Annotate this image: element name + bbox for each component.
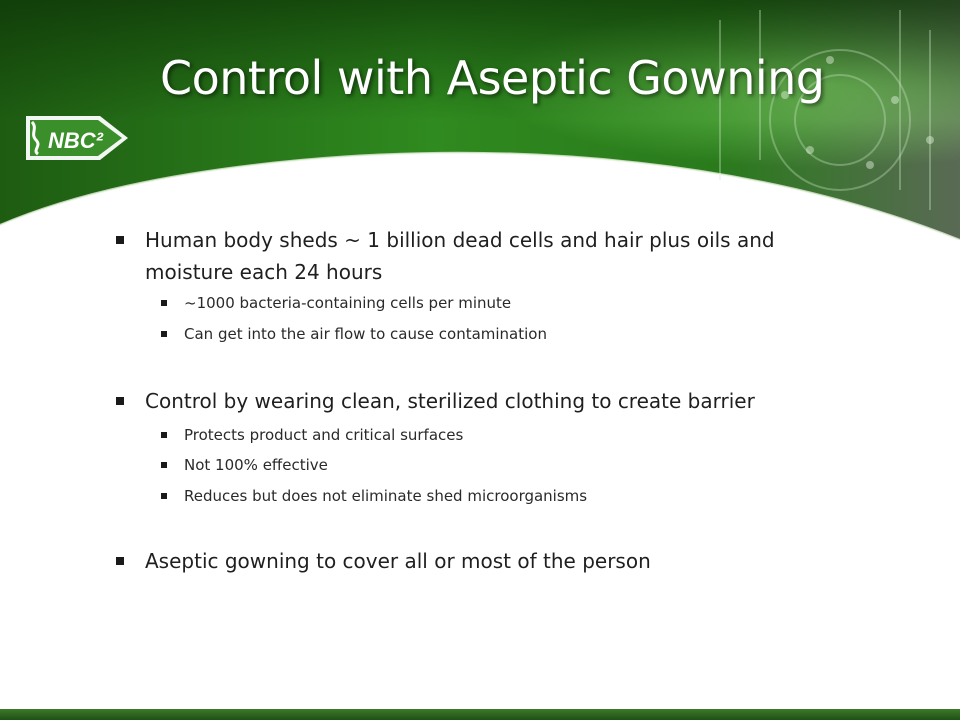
sub-bullet-marker xyxy=(161,462,167,468)
sub-bullet-2-3 xyxy=(161,485,587,507)
sub-bullet-text: Reduces but does not eliminate shed microorganisms xyxy=(184,487,588,505)
sub-bullet-1-2 xyxy=(161,323,547,345)
sub-bullet-1-1 xyxy=(161,292,511,314)
sub-bullet-text: Protects product and critical surfaces xyxy=(184,426,464,444)
slide-title: Control with Aseptic Gowning xyxy=(160,51,825,105)
bullet-3-text: Aseptic gowning to cover all or most of the person xyxy=(145,549,651,573)
sub-bullet-text: Can get into the air flow to cause contamination xyxy=(184,325,547,343)
bullet-2-text: Control by wearing clean, sterilized clothing to create barrier xyxy=(145,389,755,413)
sub-bullet-marker xyxy=(161,432,167,438)
sub-bullet-marker xyxy=(161,493,167,499)
bullet-marker xyxy=(116,397,124,405)
sub-bullet-2-2 xyxy=(161,454,328,476)
nbc2-logo xyxy=(22,108,132,168)
bullet-marker xyxy=(116,557,124,565)
sub-bullet-marker xyxy=(161,300,167,306)
bullet-1-text-continued: moisture each 24 hours xyxy=(145,260,383,284)
sub-bullet-marker xyxy=(161,331,167,337)
sub-bullet-text: Not 100% effective xyxy=(184,456,328,474)
bullet-2 xyxy=(116,385,755,417)
nbc2-logo-graphic xyxy=(22,108,132,168)
sub-bullet-2-1 xyxy=(161,424,463,446)
header-banner xyxy=(0,0,960,240)
logo-text: NBC² xyxy=(48,128,103,153)
footer-strip xyxy=(0,709,960,720)
sub-bullet-text: ~1000 bacteria-containing cells per minute xyxy=(184,294,512,312)
bullet-3 xyxy=(116,545,651,577)
header-background xyxy=(0,0,960,240)
bullet-1-text: Human body sheds ~ 1 billion dead cells and hair plus oils and xyxy=(145,228,775,252)
